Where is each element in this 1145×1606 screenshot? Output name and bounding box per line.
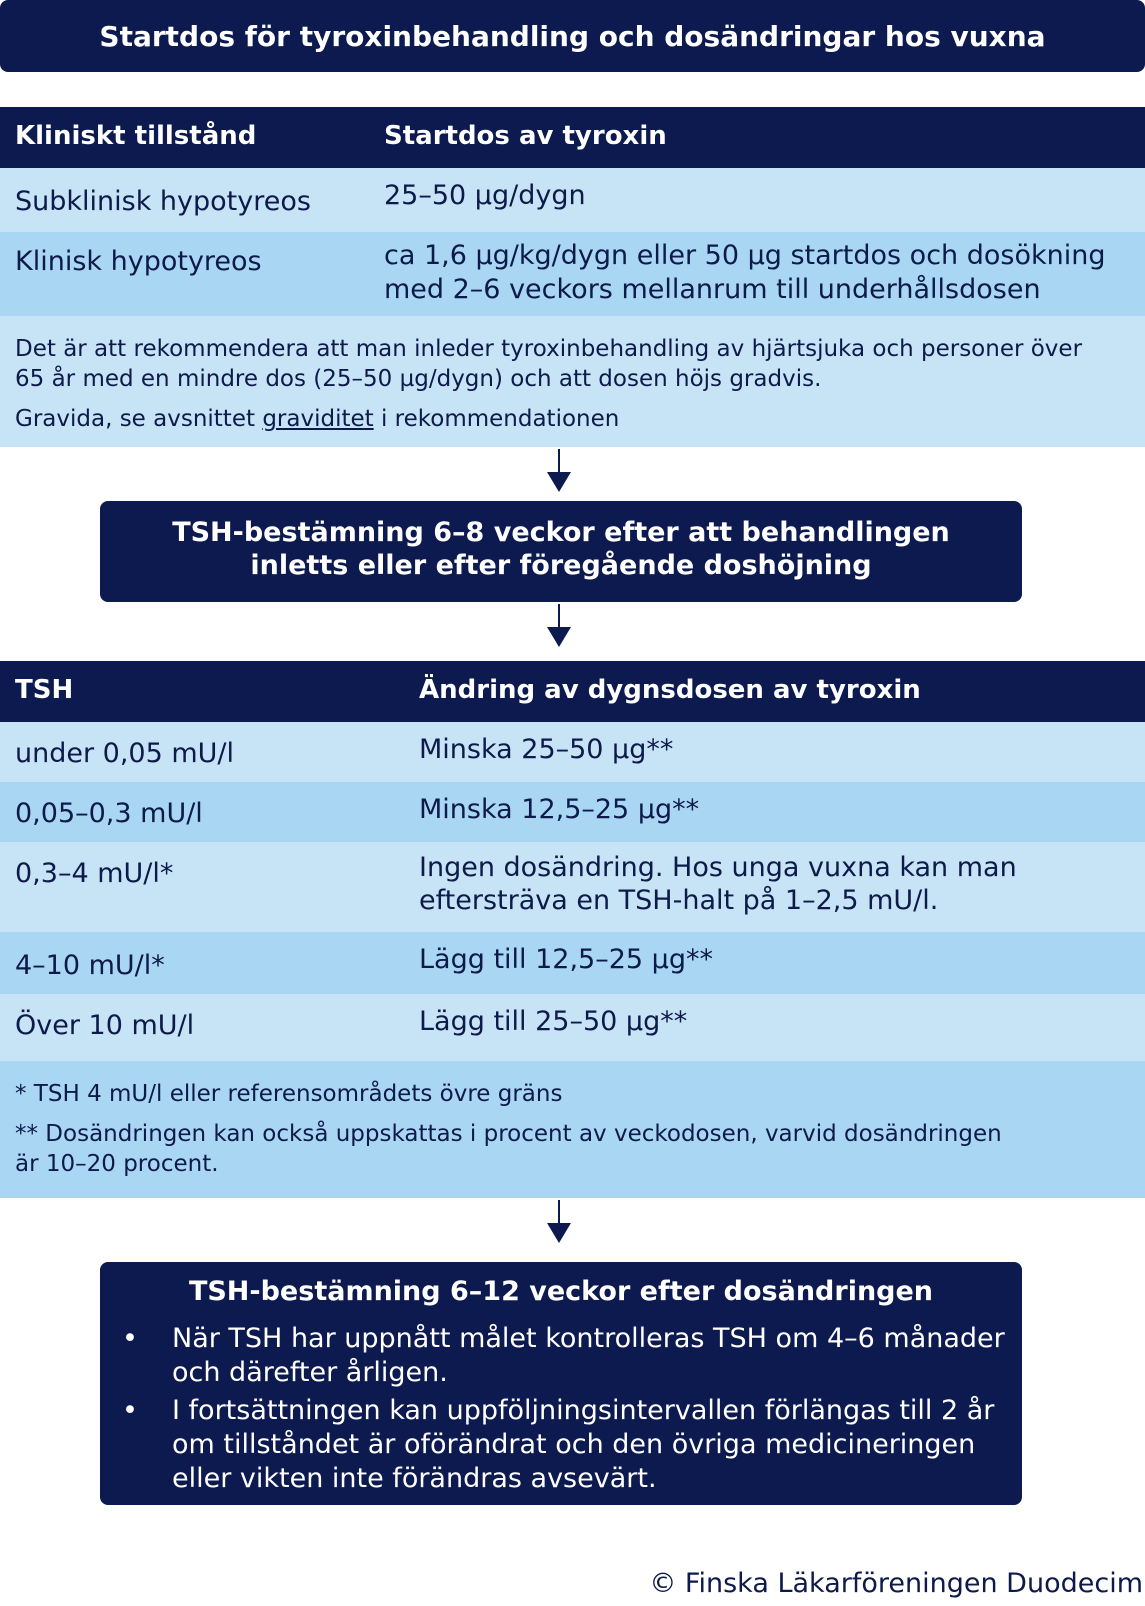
start-table-note (0, 316, 1145, 447)
tsh-measurement-line1: TSH-bestämning 6–8 veckor efter att behandlingen (172, 517, 950, 548)
change-cell: Lägg till 25–50 µg** (419, 1006, 688, 1037)
change-cell: Lägg till 12,5–25 µg** (419, 944, 713, 975)
tsh-cell: 0,05–0,3 mU/l (15, 798, 203, 829)
dose-cell-line2: med 2–6 veckors mellanrum till underhållsdosen (384, 274, 1041, 305)
header-clinical-condition: Kliniskt tillstånd (15, 121, 257, 151)
footnote-double-asterisk-line1: ** Dosändringen kan också uppskattas i procent av veckodosen, varvid dosändringen (15, 1121, 1002, 1147)
follow-up-box (100, 1262, 1022, 1505)
condition-cell: Klinisk hypotyreos (15, 246, 262, 277)
table-row (0, 168, 1145, 232)
tsh-measurement-box (100, 501, 1022, 602)
footnote-single-asterisk: * TSH 4 mU/l eller referensområdets övre gräns (15, 1081, 563, 1107)
tsh-cell: 0,3–4 mU/l* (15, 858, 174, 889)
pregnancy-note (15, 404, 619, 434)
follow-up-title: TSH-bestämning 6–12 veckor efter dosändringen (188, 1276, 934, 1307)
bullet-icon: • (122, 1395, 138, 1426)
list-item (100, 1394, 1005, 1496)
condition-cell: Subklinisk hypotyreos (15, 186, 311, 217)
list-item (100, 1322, 1005, 1390)
list-item-line2: och därefter årligen. (172, 1357, 448, 1388)
table-row (0, 932, 1145, 994)
tsh-measurement-line2: inletts eller efter föregående doshöjning (250, 550, 872, 581)
tsh-table-header (0, 661, 1145, 722)
copyright-notice: © Finska Läkarföreningen Duodecim (649, 1568, 1143, 1599)
tsh-table-footnotes (0, 1061, 1145, 1198)
change-cell: Minska 25–50 µg** (419, 734, 674, 765)
start-table-header (0, 107, 1145, 168)
table-row (0, 232, 1145, 316)
table-row (0, 722, 1145, 782)
note-line2: 65 år med en mindre dos (25–50 µg/dygn) och att dosen höjs gradvis. (15, 366, 822, 392)
follow-up-list (100, 1322, 1005, 1500)
header-start-dose: Startdos av tyroxin (384, 121, 667, 151)
down-arrow-icon (547, 449, 571, 492)
page-title-text: Startdos för tyroxinbehandling och dosändringar hos vuxna (99, 19, 1046, 53)
change-cell: Minska 12,5–25 µg** (419, 794, 700, 825)
list-item-line1: När TSH har uppnått målet kontrolleras TSH om 4–6 månader (172, 1323, 1005, 1354)
bullet-icon: • (122, 1323, 138, 1354)
page-title (0, 0, 1145, 72)
dose-cell: 25–50 µg/dygn (384, 180, 586, 211)
tsh-cell: 4–10 mU/l* (15, 950, 165, 981)
header-dose-change: Ändring av dygnsdosen av tyroxin (419, 675, 921, 705)
change-cell-line1: Ingen dosändring. Hos unga vuxna kan man (419, 852, 1017, 883)
note-line1: Det är att rekommendera att man inleder tyroxinbehandling av hjärtsjuka och personer över (15, 336, 1083, 362)
list-item-line2: om tillståndet är oförändrat och den övriga medicineringen (172, 1429, 976, 1460)
dose-cell-line1: ca 1,6 µg/kg/dygn eller 50 µg startdos och dosökning (384, 240, 1106, 271)
footnote-double-asterisk-line2: är 10–20 procent. (15, 1151, 219, 1177)
table-row (0, 994, 1145, 1061)
change-cell-line2: eftersträva en TSH-halt på 1–2,5 mU/l. (419, 885, 939, 916)
down-arrow-icon (547, 604, 571, 647)
list-item-line3: eller vikten inte förändras avsevärt. (172, 1463, 657, 1494)
table-row (0, 782, 1145, 842)
tsh-cell: under 0,05 mU/l (15, 738, 235, 769)
pregnancy-link[interactable]: graviditet (262, 406, 374, 432)
header-tsh: TSH (15, 675, 74, 705)
table-row (0, 842, 1145, 932)
list-item-line1: I fortsättningen kan uppföljningsintervallen förlängas till 2 år (172, 1395, 995, 1426)
tsh-cell: Över 10 mU/l (15, 1010, 195, 1041)
pregnancy-note-suffix: i rekommendationen (373, 406, 620, 432)
down-arrow-icon (547, 1200, 571, 1243)
pregnancy-note-prefix: Gravida, se avsnittet (15, 406, 263, 432)
